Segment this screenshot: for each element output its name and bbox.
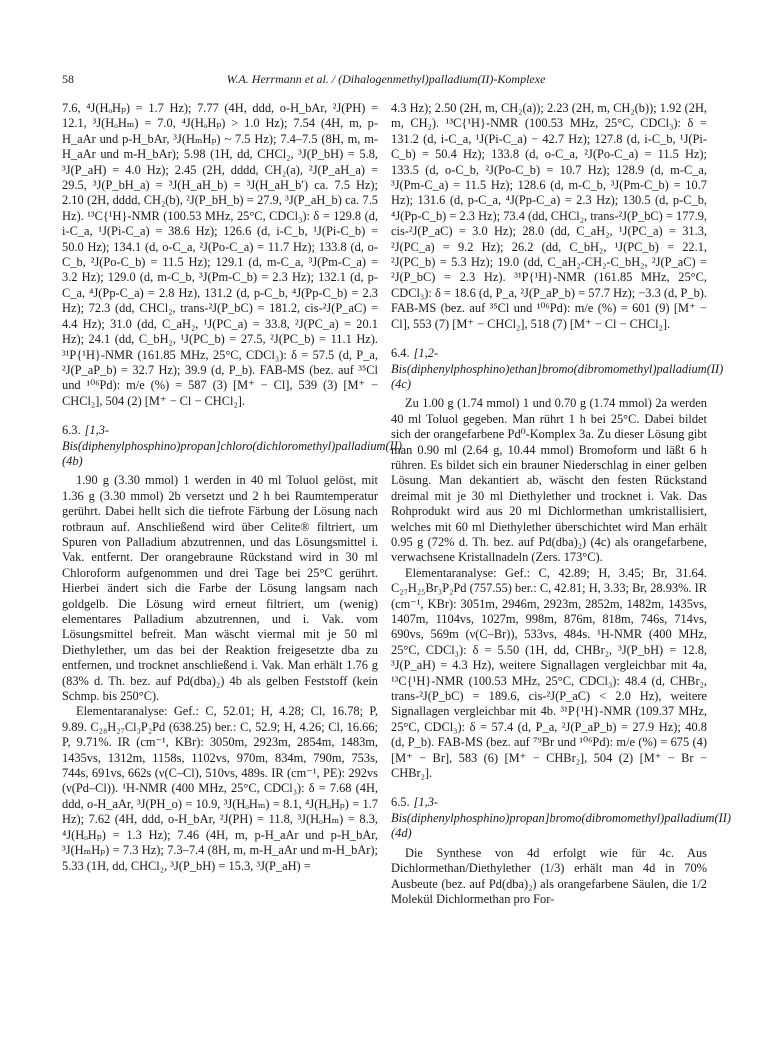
section-title: [1,3-Bis(diphenylphosphino)propan]chloro(dichloromethyl)palladium(II) (4b) (62, 423, 402, 468)
running-title: W.A. Herrmann et al. / (Dihalogenmethyl)palladium(II)-Komplexe (226, 72, 546, 86)
right-column (391, 101, 732, 907)
paragraph-synthesis-4c: Zu 1.00 g (1.74 mmol) 1 und 0.70 g (1.74 mmol) 2a werden 40 ml Toluol gegeben. Man rührt 1 h bei 25°C. Dabei bildet sich der orangefarbene Pd⁰-Komplex 3a. Zu dieser Lösung gibt man 0.90 ml (2.64 g, 10.44 mmol) Bromoform und läßt 6 h rühren. Es bildet sich ein brauner Niederschlag in einer gelben Lösung. Man dekantiert ab, wäscht den festen Rückstand dreimal mit je 30 ml Diethylether und trocknet i. Vak. Das Rohprodukt wird aus 20 ml Dichlormethan umkristallisiert, welches mit 60 ml Diethylether überschichtet wird Man erhält 0.95 g (72% d. Th. bez. auf Pd(dba)₂) (4c) als orangefarbene, verwachsene Kristallnadeln (Zers. 173°C). (391, 396, 707, 565)
paragraph-synthesis-4d: Die Synthese von 4d erfolgt wie für 4c. Aus Dichlormethan/Diethylether (1/3) erhält man 4d in 70% Ausbeute (bez. auf Pd(dba)₂) als orangefarbene Säulen, die 1/2 Molekül Dichlormethan pro For- (391, 845, 707, 906)
section-number: 6.4. (391, 346, 410, 361)
section-number: 6.5. (391, 795, 410, 810)
paragraph-nmr-continued: 7.6, ⁴J(HₒHₚ) = 1.7 Hz); 7.77 (4H, ddd, o-H_bAr, ²J(PH) = 12.1, ³J(HₒHₘ) = 7.0, ⁴J(HₒHₚ) > 1.0 Hz); 7.54 (4H, m, p-H_aAr und p-H_bAr, ³J(HₘHₚ) ~ 7.5 Hz); 7.4–7.5 (8H, m, m-H_aAr und m-H_bAr); 5.98 (1H, dd, CHCl₂, ³J(P_bH) = 5.8, ³J(P_aH) = 4.0 Hz); 2.45 (2H, dddd, CH₂(a), ²J(P_aH_a) = 29.5, ³J(P_bH_a) = ³J(H_aH_b) = ³J(H_aH_b′) ca. 7.5 Hz); 2.10 (2H, dddd, CH₂(b), ²J(P_bH_b) = 27.9, ³J(P_aH_b) ca. 7.5 Hz). ¹³C{¹H}-NMR (100.53 MHz, 25°C, CDCl₃): δ = 129.8 (d, i-C_a, ¹J(Pi-C_a) = 38.6 Hz); 126.6 (d, i-C_b, ¹J(Pi-C_b) = 50.0 Hz); 134.1 (d, o-C_a, ²J(Po-C_a) = 11.7 Hz); 133.8 (d, o-C_b, ²J(Po-C_b) = 11.5 Hz); 129.1 (d, m-C_a, ³J(Pm-C_a) = 3.2 Hz); 129.0 (d, m-C_b, ³J(Pm-C_b) = 2.3 Hz); 132.1 (d, p-C_a, ⁴J(Pp-C_a) = 2.8 Hz), 131.2 (d, p-C_b, ⁴J(Pp-C_b) = 2.3 Hz); 72.3 (dd, CHCl₂, trans-²J(P_bC) = 181.2, cis-²J(P_aC) = 4.4 Hz); 31.0 (dd, C_aH₂, ¹J(PC_a) = 33.8, ²J(PC_a) = 20.1 Hz); 24.1 (dd, C_bH₂, ¹J(PC_b) = 27.5, ²J(PC_b) = 11.1 Hz). ³¹P{¹H}-NMR (161.85 MHz, 25°C, CDCl₃): δ = 57.5 (d, P_a, ²J(P_aP_b) = 32.7 Hz); 39.9 (d, P_b). FAB-MS (bez. auf ³⁵Cl und ¹⁰⁶Pd): m/e (%) = 587 (3) [M⁺ − Cl], 539 (3) [M⁺ − CHCl₂], 504 (2) [M⁺ − Cl − CHCl₂]. (62, 101, 378, 408)
paragraph-analysis-4b: Elementaranalyse: Gef.: C, 52.01; H, 4.28; Cl, 16.78; P, 9.89. C₂₈H₂₇Cl₃P₂Pd (638.25) ber.: C, 52.9; H, 4.26; Cl, 16.66; P, 9.71%. IR (cm⁻¹, KBr): 3050m, 2923m, 2854m, 1483m, 1435vs, 1312m, 1158s, 1102vs, 970m, 834m, 790m, 753s, 744s, 691vs, 662s (ν(C–Cl), 510vs, 489s. IR (cm⁻¹, PE): 292vs (ν(Pd–Cl)). ¹H-NMR (400 MHz, 25°C, CDCl₃): δ = 7.68 (4H, ddd, o-H_aAr, ³J(PH_o) = 10.9, ³J(HₒHₘ) = 8.1, ⁴J(HₒHₚ) = 1.7 Hz); 7.62 (4H, ddd, o-H_bAr, ²J(PH) = 11.8, ³J(HₒHₘ) = 8.3, ⁴J(HₒHₚ) = 1.3 Hz); 7.46 (4H, m, p-H_aAr und p-H_bAr, ³J(HₘHₚ) = 7.3 Hz); 7.3–7.4 (8H, m, m-H_aAr und m-H_bAr); 5.33 (1H, dd, CHCl₂, ³J(P_bH) = 15.3, ³J(P_aH) = (62, 704, 378, 873)
section-heading-6-3 (62, 423, 402, 469)
page-header (62, 72, 710, 88)
section-title: [1,3-Bis(diphenylphosphino)propan]bromo(dibromomethyl)palladium(II) (4d) (391, 795, 732, 841)
section-number: 6.3. (62, 423, 81, 438)
paragraph-nmr-continued: 4.3 Hz); 2.50 (2H, m, CH₂(a)); 2.23 (2H, m, CH₂(b)); 1.92 (2H, m, CH₂). ¹³C{¹H}-NMR (100.53 MHz, 25°C, CDCl₃): δ = 131.2 (d, i-C_a, ¹J(Pi-C_a) − 42.7 Hz); 127.8 (d, i-C_b, ¹J(Pi-C_b) = 50.4 Hz); 133.8 (d, o-C_a, ²J(Po-C_a) = 11.5 Hz); 133.5 (d, o-C_b, ²J(Po-C_b) = 10.7 Hz); 128.9 (d, m-C_a, ³J(Pm-C_a) = 11.5 Hz); 128.6 (d, m-C_b, ³J(Pm-C_b) = 10.7 Hz); 131.6 (d, p-C_a, ⁴J(Pp-C_a) = 2.3 Hz); 130.5 (d, p-C_b, ⁴J(Pp-C_b) = 2.3 Hz); 73.4 (dd, CHCl₂, trans-²J(P_bC) = 177.9, cis-²J(P_aC) = 3.0 Hz); 28.0 (dd, C_aH₂, ¹J(PC_a) = 31.3, ²J(PC_a) = 9.2 Hz); 26.2 (dd, C_bH₂, ¹J(PC_b) = 22.1, ²J(PC_b) = 5.3 Hz); 19.0 (dd, C_aH₂-CH₂-C_bH₂, ²J(P_aC) = ²J(P_bC) = 2.3 Hz). ³¹P{¹H}-NMR (161.85 MHz, 25°C, CDCl₃): δ = 18.6 (d, P_a, ²J(P_aP_b) = 57.7 Hz); −3.3 (d, P_b). FAB-MS (bez. auf ³⁵Cl und ¹⁰⁶Pd): m/e (%) = 601 (9) [M⁺ − Cl], 553 (7) [M⁺ − CHCl₂], 518 (7) [M⁺ − Cl − CHCl₂]. (391, 101, 707, 331)
section-title: [1,2-Bis(diphenylphosphino)ethan]bromo(dibromomethyl)palladium(II) (4c) (391, 346, 724, 391)
page-number: 58 (62, 72, 74, 86)
section-heading-6-5 (391, 795, 732, 841)
section-heading-6-4 (391, 346, 724, 392)
paragraph-analysis-4c: Elementaranalyse: Gef.: C, 42.89; H, 3.45; Br, 31.64. C₂₇H₂₅Br₃P₂Pd (757.55) ber.: C, 42.81; H, 3.33; Br, 28.93%. IR (cm⁻¹, KBr): 3051m, 2946m, 2923m, 2852m, 1482m, 1435vs, 1407m, 1104vs, 1027m, 998m, 876m, 818m, 746s, 714vs, 690vs, 569m (ν(C–Br)), 533vs, 484s. ¹H-NMR (400 MHz, 25°C, CDCl₃): δ = 5.50 (1H, dd, CHBr₂, ³J(P_bH) = 12.8, ³J(P_aH) = 4.3 Hz), weitere Signallagen vergleichbar mit 4a, ¹³C{¹H}-NMR (100.53 MHz, 25°C, CDCl₃): 48.4 (d, CHBr₂, trans-²J(P_bC) = 189.6, cis-²J(P_aC) < 2.0 Hz), weitere Signallagen vergleichbar mit 4b. ³¹P{¹H}-NMR (109.37 MHz, 25°C, CDCl₃): δ = 57.4 (d, P_a, ²J(P_aP_b) = 27.9 Hz); 40.8 (d, P_b). FAB-MS (bez. auf ⁷⁹Br und ¹⁰⁶Pd): m/e (%) = 675 (4) [M⁺ − Br], 583 (6) [M⁺ − CHBr₂], 504 (2) [M⁺ − Br − CHBr₂]. (391, 565, 707, 781)
paragraph-synthesis-4b: 1.90 g (3.30 mmol) 1 werden in 40 ml Toluol gelöst, mit 1.36 g (3.30 mmol) 2b versetzt und 2 h bei Raumtemperatur gerührt. Dabei hellt sich die tiefrote Färbung der Lösung nach rotbraun auf. Anschließend wird über Celite® filtriert, um Spuren von Palladium abzutrennen, und das Lösungsmittel i. Vak. entfernt. Der orangebraune Rückstand wird in 30 ml Chloroform aufgenommen und drei Tage bei 25°C gerührt. Hierbei ändert sich die Farbe der Lösung langsam nach goldgelb. Die Lösung wird erneut filtriert, um (wenig) elementares Palladium abzutrennen, und i. Vak. vom Lösungsmittel befreit. Man wäscht viermal mit je 50 ml Diethylether, um das bei der Reaktion freigesetzte dba zu entfernen, und trocknet anschließend i. Vak. Man erhält 1.76 g (83% d. Th. bez. auf Pd(dba)₂) 4b als gelben Feststoff (kein Schmp. bis 250°C). (62, 473, 378, 704)
